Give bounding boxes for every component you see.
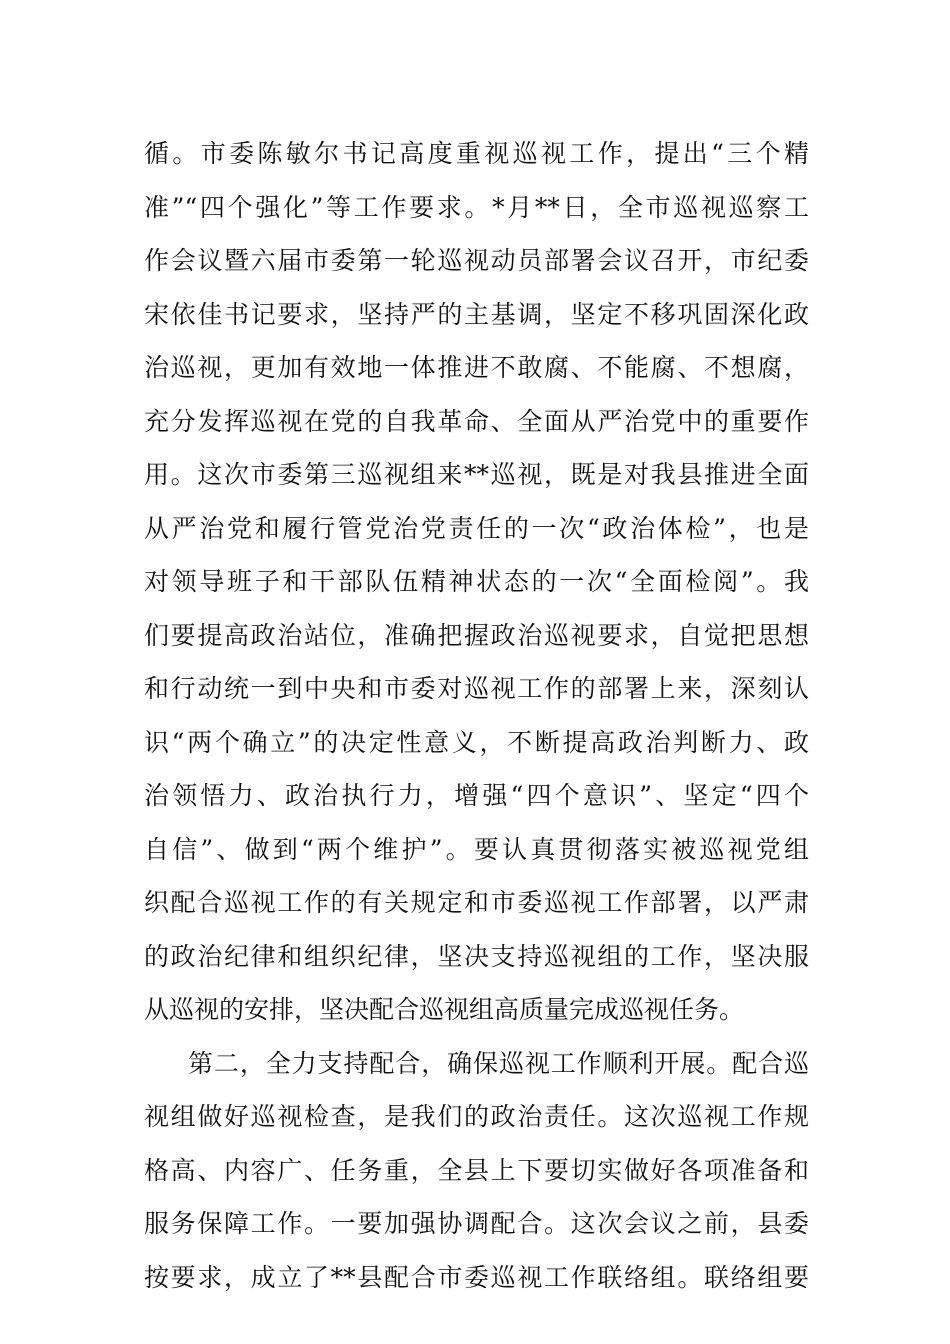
text-line: 自信”、做到“两个维护”。要认真贯彻落实被巡视党组 — [144, 834, 809, 864]
paragraph-start-line: 第二，全力支持配合，确保巡视工作顺利开展。配合巡 — [188, 1048, 809, 1078]
text-line: 格高、内容广、任务重，全县上下要切实做好各项准备和 — [144, 1155, 809, 1185]
text-line: 织配合巡视工作的有关规定和市委巡视工作部署，以严肃 — [144, 888, 809, 917]
text-line: 视组做好巡视检查，是我们的政治责任。这次巡视工作规 — [144, 1102, 809, 1131]
text-line: 和行动统一到中央和市委对巡视工作的部署上来，深刻认 — [144, 674, 809, 703]
text-line: 充分发挥巡视在党的自我革命、全面从严治党中的重要作 — [144, 406, 809, 436]
text-line: 治巡视，更加有效地一体推进不敢腐、不能腐、不想腐， — [144, 353, 809, 382]
text-line: 识“两个确立”的决定性意义，不断提高政治判断力、政 — [144, 727, 809, 757]
text-line: 按要求，成立了**县配合市委巡视工作联络组。联络组要 — [144, 1262, 809, 1292]
text-line: 们要提高政治站位，准确把握政治巡视要求，自觉把思想 — [144, 620, 809, 650]
text-line: 服务保障工作。一要加强协调配合。这次会议之前，县委 — [144, 1209, 809, 1238]
text-line: 用。这次市委第三巡视组来**巡视，既是对我县推进全面 — [144, 460, 809, 489]
text-line: 的政治纪律和组织纪律，坚决支持巡视组的工作，坚决服 — [144, 941, 809, 971]
body-text — [144, 127, 809, 1304]
text-line: 宋依佳书记要求，坚持严的主基调，坚定不移巩固深化政 — [144, 299, 809, 329]
paragraph-end-line: 从巡视的安排，坚决配合巡视组高质量完成巡视任务。 — [144, 995, 745, 1024]
text-line: 循。市委陈敏尔书记高度重视巡视工作，提出“三个精 — [144, 139, 809, 168]
text-line: 治领悟力、政治执行力，增强“四个意识”、坚定“四个 — [144, 781, 809, 810]
text-line: 从严治党和履行管党治党责任的一次“政治体检”，也是 — [144, 513, 809, 543]
text-line: 作会议暨六届市委第一轮巡视动员部署会议召开，市纪委 — [144, 246, 809, 275]
text-line: 对领导班子和干部队伍精神状态的一次“全面检阅”。我 — [144, 567, 809, 596]
text-line: 准”“四个强化”等工作要求。*月**日，全市巡视巡察工 — [144, 192, 809, 222]
